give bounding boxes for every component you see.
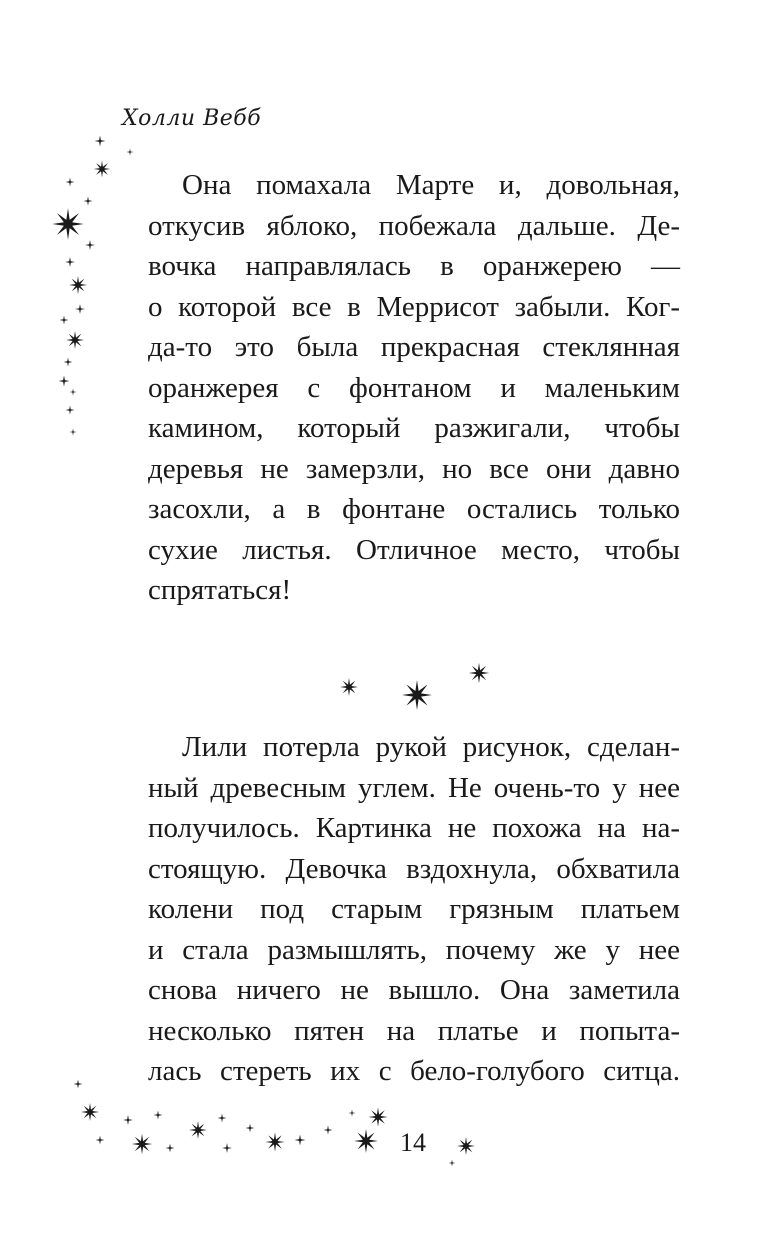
- text-line: ный древесным углем. Не очень-то у нее: [148, 771, 680, 804]
- left-star-trail: [52, 136, 133, 436]
- star-icon: [368, 1107, 387, 1126]
- star-icon: [166, 1144, 175, 1153]
- star-icon: [340, 678, 358, 696]
- star-icon: [96, 1136, 105, 1145]
- text-line: деревья не замерзли, но все они давно: [148, 452, 680, 485]
- text-line: засохли, а в фонтане остались только: [148, 493, 680, 525]
- star-icon: [295, 1135, 306, 1146]
- page-number: 14: [400, 1128, 426, 1157]
- star-icon: [469, 663, 489, 683]
- star-icon: [449, 1160, 456, 1167]
- star-icon: [154, 1111, 163, 1120]
- star-icon: [127, 149, 134, 156]
- text-line: несколько пятен на платье и попыта-: [148, 1014, 680, 1047]
- star-icon: [66, 178, 75, 187]
- star-icon: [59, 376, 70, 387]
- star-icon: [324, 1126, 333, 1135]
- star-icon: [84, 197, 93, 206]
- star-icon: [65, 257, 75, 267]
- star-icon: [354, 1129, 378, 1153]
- star-icon: [189, 1121, 207, 1139]
- text-line: да-то это была прекрасная стеклянная: [148, 331, 680, 363]
- star-icon: [85, 240, 95, 250]
- star-icon: [66, 331, 84, 349]
- star-icon: [457, 1137, 475, 1155]
- star-icon: [218, 1114, 227, 1123]
- star-icon: [74, 1080, 83, 1089]
- star-icon: [222, 1143, 232, 1153]
- star-icon: [69, 276, 87, 294]
- star-icon: [132, 1134, 152, 1154]
- section-divider: [340, 663, 489, 710]
- text-line: лась стереть их с бело-голубого ситца.: [148, 1055, 680, 1087]
- text-line: снова ничего не вышло. Она заметила: [148, 974, 680, 1006]
- star-icon: [349, 1110, 356, 1117]
- text-line: стоящую. Девочка вздохнула, обхватила: [148, 852, 680, 885]
- text-line: сухие листья. Отличное место, чтобы: [148, 533, 680, 566]
- star-icon: [95, 136, 106, 147]
- text-line: и стала размышлять, почему же у нее: [148, 933, 680, 966]
- text-line: откусив яблоко, побежала дальше. Де-: [148, 209, 680, 242]
- text-line: оранжерея с фонтаном и маленьким: [148, 371, 680, 404]
- running-title: Холли Вебб: [122, 106, 262, 131]
- star-icon: [246, 1124, 255, 1133]
- star-icon: [402, 680, 432, 710]
- text-line: получилось. Картинка не похожа на на-: [148, 812, 680, 844]
- star-icon: [66, 406, 75, 415]
- star-icon: [123, 1115, 133, 1125]
- text-line: вочка направлялась в оранжерею —: [148, 250, 680, 282]
- star-icon: [265, 1132, 284, 1151]
- text-line: колени под старым грязным платьем: [148, 893, 680, 925]
- star-icon: [94, 161, 111, 178]
- star-icon: [60, 316, 69, 325]
- star-icon: [64, 358, 73, 367]
- text-line: о которой все в Меррисот забыли. Ког-: [148, 290, 680, 323]
- star-icon: [81, 1103, 99, 1121]
- star-icon: [70, 429, 77, 436]
- text-line: Лили потерла рукой рисунок, сделан-: [182, 731, 680, 763]
- star-icon: [75, 304, 85, 314]
- star-icon: [52, 208, 83, 239]
- text-line: камином, который разжигали, чтобы: [148, 412, 680, 444]
- paragraph-1: [148, 165, 680, 611]
- text-line: Она помахала Марте и, довольная,: [182, 169, 680, 201]
- paragraph-2: [148, 727, 680, 1092]
- star-icon: [70, 389, 77, 396]
- text-line: спрятаться!: [148, 574, 292, 606]
